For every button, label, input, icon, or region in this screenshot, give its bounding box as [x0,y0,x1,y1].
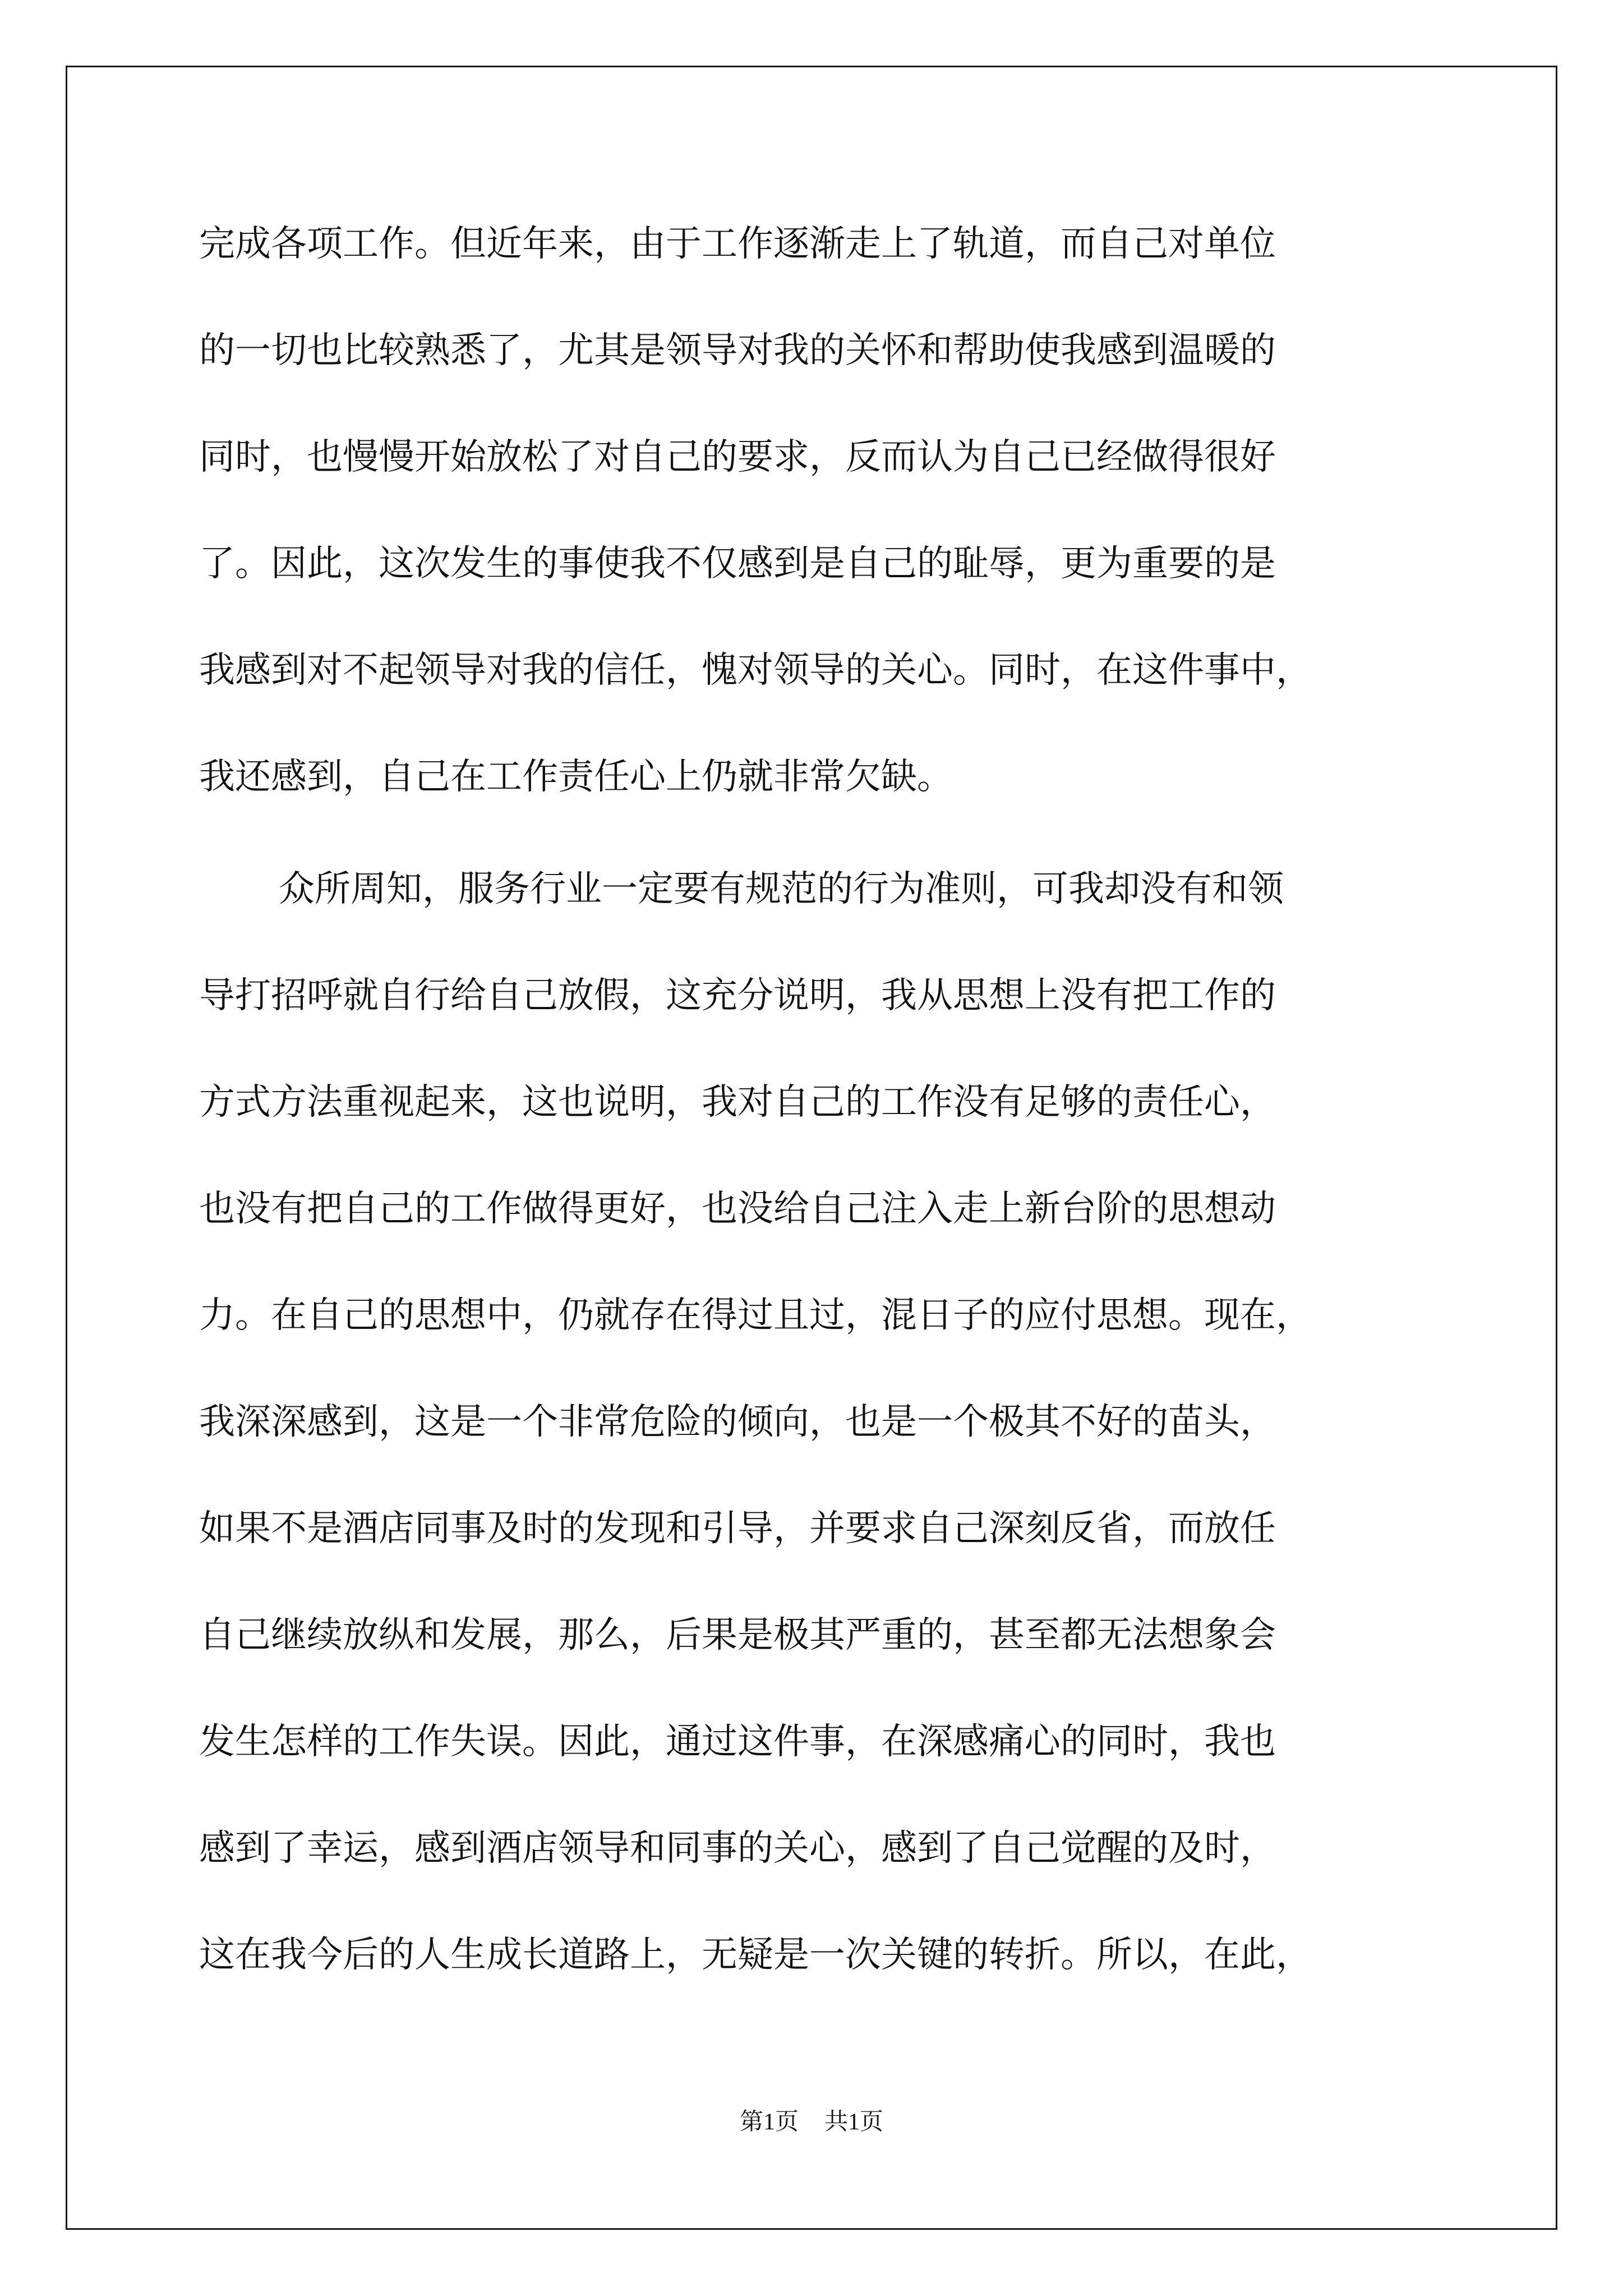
page-number: 第1页 [739,2109,799,2135]
text-line: 感到了幸运，感到酒店领导和同事的关心，感到了自己觉醒的及时， [199,1828,1276,1869]
text-line: 了。因此，这次发生的事使我不仅感到是自己的耻辱，更为重要的是 [199,543,1276,585]
text-line: 力。在自己的思想中，仍就存在得过且过，混日子的应付思想。现在， [199,1295,1312,1336]
page-total: 共1页 [824,2109,884,2135]
text-line: 我还感到，自己在工作责任心上仍就非常欠缺。 [199,756,953,798]
text-line: 发生怎样的工作失误。因此，通过这件事，在深感痛心的同时，我也 [199,1721,1276,1763]
text-line: 如果不是酒店同事及时的发现和引导，并要求自己深刻反省，而放任 [199,1508,1276,1549]
text-line: 这在我今后的人生成长道路上，无疑是一次关键的转折。所以，在此， [199,1934,1312,1976]
text-line: 我深深感到，这是一个非常危险的倾向，也是一个极其不好的苗头， [199,1401,1276,1443]
text-line: 导打招呼就自行给自己放假，这充分说明，我从思想上没有把工作的 [199,975,1276,1016]
paragraph-start-line: 众所周知，服务行业一定要有规范的行为准则，可我却没有和领 [279,868,1284,910]
text-line: 方式方法重视起来，这也说明，我对自己的工作没有足够的责任心， [199,1082,1276,1123]
text-line: 自己继续放纵和发展，那么，后果是极其严重的，甚至都无法想象会 [199,1614,1276,1656]
text-line: 同时，也慢慢开始放松了对自己的要求，反而认为自己已经做得很好 [199,436,1276,478]
text-line: 我感到对不起领导对我的信任，愧对领导的关心。同时，在这件事中， [199,650,1312,691]
page-footer [0,2110,1623,2134]
text-line: 的一切也比较熟悉了，尤其是领导对我的关怀和帮助使我感到温暖的 [199,330,1276,371]
text-line: 也没有把自己的工作做得更好，也没给自己注入走上新台阶的思想动 [199,1188,1276,1230]
page-border [66,66,1557,2230]
text-line: 完成各项工作。但近年来，由于工作逐渐走上了轨道，而自己对单位 [199,223,1276,265]
